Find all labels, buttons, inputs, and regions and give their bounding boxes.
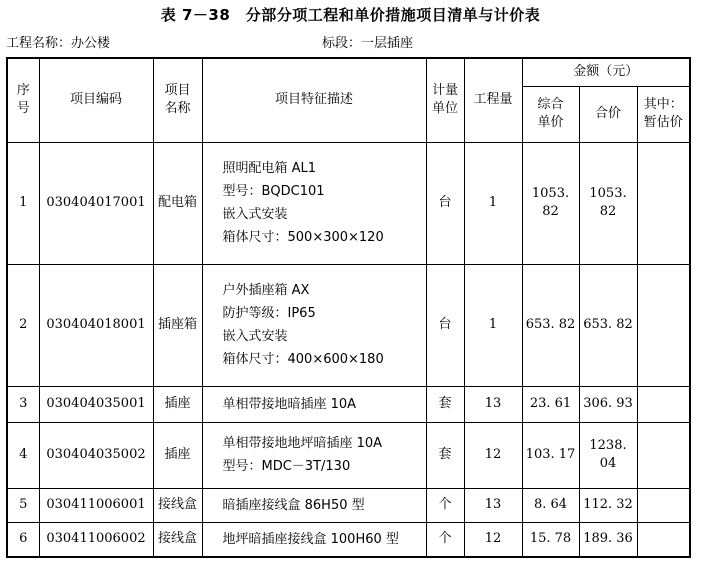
header-unit-price: 综合单价: [522, 86, 579, 142]
cell-unit: 套: [426, 386, 464, 422]
cell-provisional: [637, 422, 690, 488]
desc-line: 单相带接地暗插座 10A: [222, 396, 357, 412]
desc-line: 地坪暗插座接线盒 100H60 型: [222, 531, 399, 547]
cell-desc: [202, 386, 426, 422]
cell-provisional: [637, 488, 690, 522]
header-name: 项目名称: [153, 58, 202, 142]
header-seq: 序号: [7, 58, 39, 142]
project-name: 工程名称：办公楼: [6, 36, 111, 51]
table-row: [7, 422, 690, 488]
desc-line: 型号：BQDC101: [222, 184, 325, 199]
cell-qty: 13: [464, 488, 522, 522]
desc-line: 嵌入式安装: [222, 207, 288, 222]
cell-name: 插座: [153, 422, 202, 488]
table-title: 表 7－38 分部分项工程和单价措施项目清单与计价表: [160, 6, 541, 24]
pricing-table: [6, 57, 691, 558]
cell-unit-price: 8. 64: [522, 488, 579, 522]
cell-unit-price: 1053. 82: [522, 142, 579, 264]
desc-line: 型号：MDC－3T/130: [222, 459, 351, 474]
cell-seq: 6: [7, 522, 39, 557]
desc-line: 户外插座箱 AX: [222, 283, 310, 298]
cell-qty: 12: [464, 422, 522, 488]
header-provisional: 其中：暂估价: [637, 86, 690, 142]
cell-code: 030404035001: [39, 386, 153, 422]
section-name: 标段：一层插座: [322, 36, 414, 51]
cell-desc: [202, 422, 426, 488]
cell-unit: 个: [426, 522, 464, 557]
header-qty: 工程量: [464, 58, 522, 142]
cell-code: 030411006001: [39, 488, 153, 522]
cell-name: 插座箱: [153, 264, 202, 386]
desc-line: 单相带接地地坪暗插座 10A: [222, 436, 383, 451]
cell-unit: 个: [426, 488, 464, 522]
cell-provisional: [637, 522, 690, 557]
cell-seq: 5: [7, 488, 39, 522]
cell-seq: 3: [7, 386, 39, 422]
cell-provisional: [637, 264, 690, 386]
table-row: [7, 264, 690, 386]
cell-total: 653. 82: [579, 264, 637, 386]
desc-line: 箱体尺寸：500×300×120: [222, 230, 384, 245]
cell-desc: [202, 488, 426, 522]
cell-total: 1053. 82: [579, 142, 637, 264]
cell-unit: 台: [426, 142, 464, 264]
cell-seq: 2: [7, 264, 39, 386]
desc-line: 嵌入式安装: [222, 329, 288, 344]
header-code: 项目编码: [39, 58, 153, 142]
cell-unit-price: 103. 17: [522, 422, 579, 488]
cell-desc: [202, 264, 426, 386]
cell-desc: [202, 142, 426, 264]
cell-unit-price: 23. 61: [522, 386, 579, 422]
cell-seq: 4: [7, 422, 39, 488]
cell-provisional: [637, 386, 690, 422]
cell-name: 插座: [153, 386, 202, 422]
header-amount: 金额（元）: [522, 58, 690, 86]
cell-total: 189. 36: [579, 522, 637, 557]
cell-code: 030404018001: [39, 264, 153, 386]
header-desc: 项目特征描述: [202, 58, 426, 142]
cell-name: 配电箱: [153, 142, 202, 264]
cell-qty: 12: [464, 522, 522, 557]
desc-line: 暗插座接线盒 86H50 型: [222, 497, 365, 513]
cell-name: 接线盒: [153, 522, 202, 557]
cell-name: 接线盒: [153, 488, 202, 522]
cell-total: 306. 93: [579, 386, 637, 422]
table-row: [7, 142, 690, 264]
cell-total: 112. 32: [579, 488, 637, 522]
cell-code: 030404017001: [39, 142, 153, 264]
cell-unit-price: 653. 82: [522, 264, 579, 386]
table-row: [7, 386, 690, 422]
header-unit: 计量单位: [426, 58, 464, 142]
header-total: 合价: [579, 86, 637, 142]
desc-line: 箱体尺寸：400×600×180: [222, 352, 384, 367]
cell-qty: 1: [464, 142, 522, 264]
cell-unit: 台: [426, 264, 464, 386]
table-row: [7, 488, 690, 522]
desc-line: 照明配电箱 AL1: [222, 161, 317, 176]
cell-total: 1238. 04: [579, 422, 637, 488]
cell-provisional: [637, 142, 690, 264]
cell-qty: 13: [464, 386, 522, 422]
cell-code: 030411006002: [39, 522, 153, 557]
cell-seq: 1: [7, 142, 39, 264]
cell-code: 030404035002: [39, 422, 153, 488]
cell-desc: [202, 522, 426, 557]
cell-unit-price: 15. 78: [522, 522, 579, 557]
cell-unit: 套: [426, 422, 464, 488]
cell-qty: 1: [464, 264, 522, 386]
table-row: [7, 522, 690, 557]
desc-line: 防护等级：IP65: [222, 306, 316, 321]
